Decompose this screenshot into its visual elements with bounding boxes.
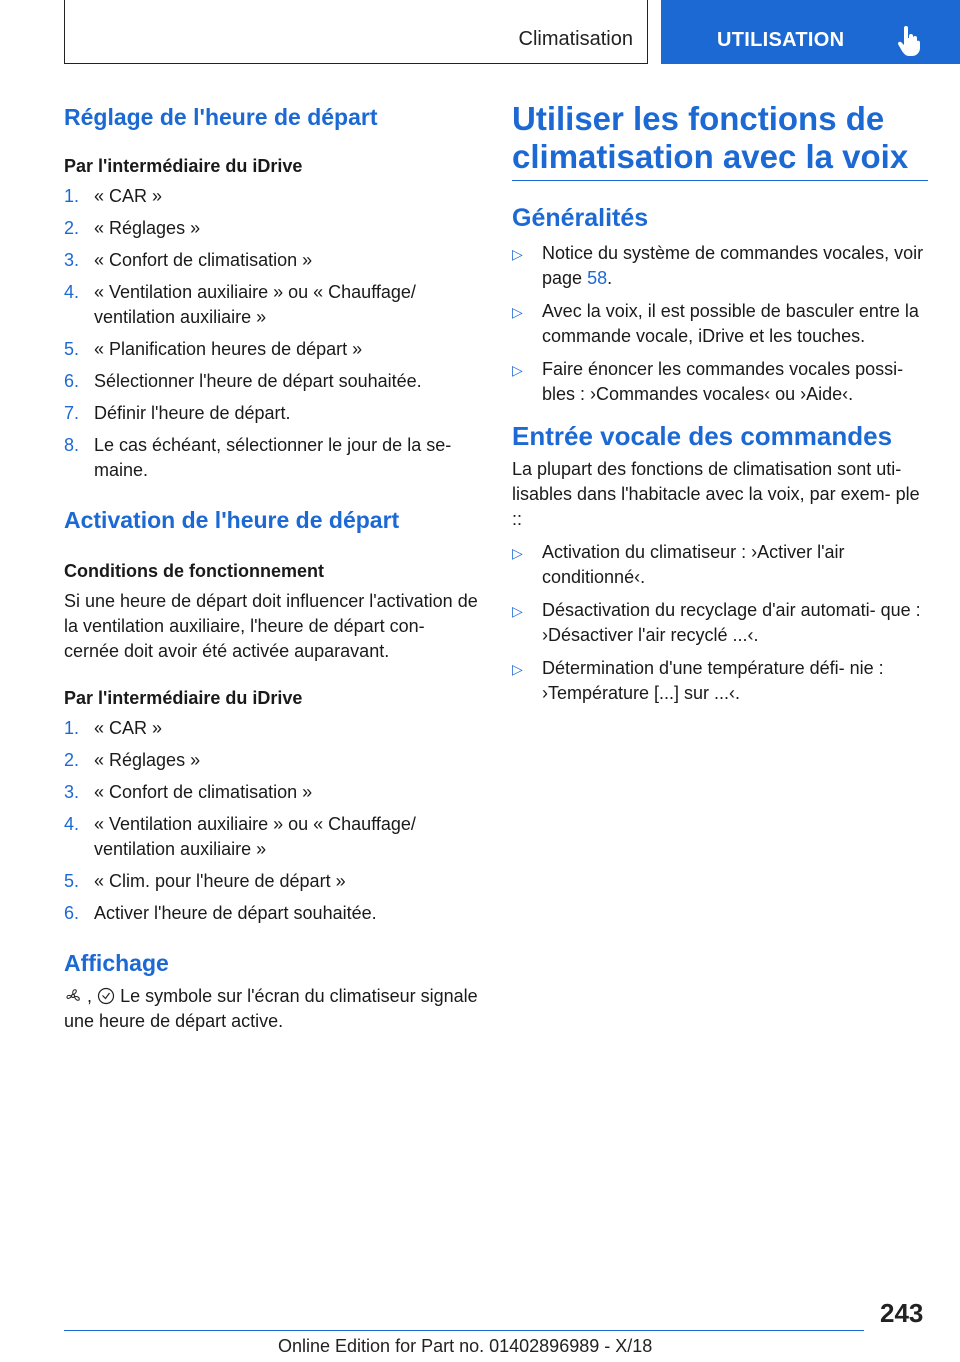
voice-commands-text: La plupart des fonctions de climatisation sont uti- lisables dans l'habitacle avec la voix, par exem- ple ::: [512, 459, 920, 529]
left-column: [64, 100, 480, 1034]
section-title-activation: Activation de l'heure de départ: [64, 507, 400, 533]
step-number: 6.: [64, 903, 80, 923]
step-text: Sélectionner l'heure de départ souhaitée.: [94, 371, 422, 391]
section-title-departure-time: Réglage de l'heure de départ: [64, 104, 378, 130]
step-item: [64, 812, 480, 862]
step-number: 5.: [64, 871, 80, 891]
subheading-conditions: Conditions de fonctionnement: [64, 561, 324, 581]
step-number: 7.: [64, 403, 80, 423]
step-number: 1.: [64, 718, 80, 738]
voice-command-item: [512, 656, 928, 706]
voice-command-item: [512, 540, 928, 590]
clock-icon: [97, 987, 115, 1005]
step-item: [64, 369, 480, 394]
step-item: [64, 248, 480, 273]
step-text: Définir l'heure de départ.: [94, 403, 291, 423]
triangle-bullet-icon: ▷: [512, 304, 523, 320]
triangle-bullet-icon: ▷: [512, 362, 523, 378]
step-item: [64, 901, 480, 926]
step-item: [64, 216, 480, 241]
voice-command-text: Détermination d'une température défi- nie : ›Température [...] sur ...‹.: [542, 658, 884, 703]
triangle-bullet-icon: ▷: [512, 603, 523, 619]
general-bullets: [512, 241, 928, 407]
chapter-title-voice: Utiliser les fonctions de climatisation avec la voix: [512, 100, 928, 181]
step-item: [64, 184, 480, 209]
voice-command-text: Activation du climatiseur : ›Activer l'air conditionné‹.: [542, 542, 845, 587]
step-number: 6.: [64, 371, 80, 391]
step-text: « Planification heures de départ »: [94, 339, 363, 359]
hand-pointer-icon: [897, 26, 921, 56]
step-text: « Ventilation auxiliaire » ou « Chauffage/ ventilation auxiliaire »: [94, 282, 416, 327]
display-description: Le symbole sur l'écran du climatiseur signale une heure de départ active.: [64, 986, 478, 1031]
header-box: [64, 0, 648, 64]
step-item: [64, 433, 480, 483]
voice-command-item: [512, 598, 928, 648]
step-item: [64, 337, 480, 362]
footer-rule: [64, 1330, 864, 1331]
step-number: 2.: [64, 750, 80, 770]
general-bullet-1-end: .: [607, 268, 613, 288]
right-column: [512, 100, 928, 714]
step-text: « Réglages »: [94, 750, 201, 770]
general-bullet-3: [512, 357, 928, 407]
step-text: « CAR »: [94, 718, 163, 738]
step-number: 3.: [64, 782, 80, 802]
section-title-display: Affichage: [64, 950, 169, 976]
header-tab-label: UTILISATION: [717, 29, 845, 51]
triangle-bullet-icon: ▷: [512, 661, 523, 677]
subheading-idrive-2: Par l'intermédiaire du iDrive: [64, 688, 303, 708]
step-text: Activer l'heure de départ souhaitée.: [94, 903, 377, 923]
steps-list-activation: [64, 716, 480, 926]
step-text: « Ventilation auxiliaire » ou « Chauffage/ ventilation auxiliaire »: [94, 814, 416, 859]
section-title-general: Généralités: [512, 204, 649, 232]
step-number: 3.: [64, 250, 80, 270]
general-bullet-2: [512, 299, 928, 349]
page-reference-link[interactable]: 58: [587, 268, 608, 288]
voice-command-bullets: [512, 540, 928, 706]
triangle-bullet-icon: ▷: [512, 246, 523, 262]
conditions-text: Si une heure de départ doit influencer l'activation de la ventilation auxiliaire, l'heure de départ con- cernée doit avoir été activée auparavant.: [64, 591, 478, 661]
step-item: [64, 716, 480, 741]
voice-command-text: Désactivation du recyclage d'air automati- que : ›Désactiver l'air recyclé ...‹.: [542, 600, 921, 645]
step-item: [64, 748, 480, 773]
step-text: « CAR »: [94, 186, 163, 206]
step-item: [64, 401, 480, 426]
step-text: Le cas échéant, sélectionner le jour de la se- maine.: [94, 435, 452, 480]
general-bullet-1-text: Notice du système de commandes vocales, voir page: [542, 243, 924, 288]
symbol-separator: ,: [87, 986, 93, 1006]
step-number: 8.: [64, 435, 80, 455]
step-number: 4.: [64, 282, 80, 302]
step-item: [64, 280, 480, 330]
step-number: 2.: [64, 218, 80, 238]
step-item: [64, 869, 480, 894]
step-text: « Clim. pour l'heure de départ »: [94, 871, 346, 891]
steps-list-departure-time: [64, 184, 480, 483]
subheading-idrive: Par l'intermédiaire du iDrive: [64, 156, 303, 176]
step-number: 1.: [64, 186, 80, 206]
section-title-voice-commands: Entrée vocale des commandes: [512, 421, 893, 451]
header-tab: [661, 0, 960, 64]
general-bullet-1: [512, 241, 928, 291]
step-text: « Confort de climatisation »: [94, 250, 313, 270]
footer-edition: Online Edition for Part no. 01402896989 - X/18: [278, 1336, 653, 1356]
general-bullet-3-text: Faire énoncer les commandes vocales possi- bles : ›Commandes vocales‹ ou ›Aide‹.: [542, 359, 904, 404]
step-text: « Confort de climatisation »: [94, 782, 313, 802]
triangle-bullet-icon: ▷: [512, 545, 523, 561]
step-number: 5.: [64, 339, 80, 359]
header-section-title: Climatisation: [518, 28, 633, 50]
display-text: [64, 984, 480, 1034]
page-number: 243: [880, 1298, 924, 1328]
step-item: [64, 780, 480, 805]
general-bullet-2-text: Avec la voix, il est possible de basculer entre la commande vocale, iDrive et les touches.: [542, 301, 919, 346]
step-number: 4.: [64, 814, 80, 834]
step-text: « Réglages »: [94, 218, 201, 238]
fan-icon: [64, 987, 82, 1005]
